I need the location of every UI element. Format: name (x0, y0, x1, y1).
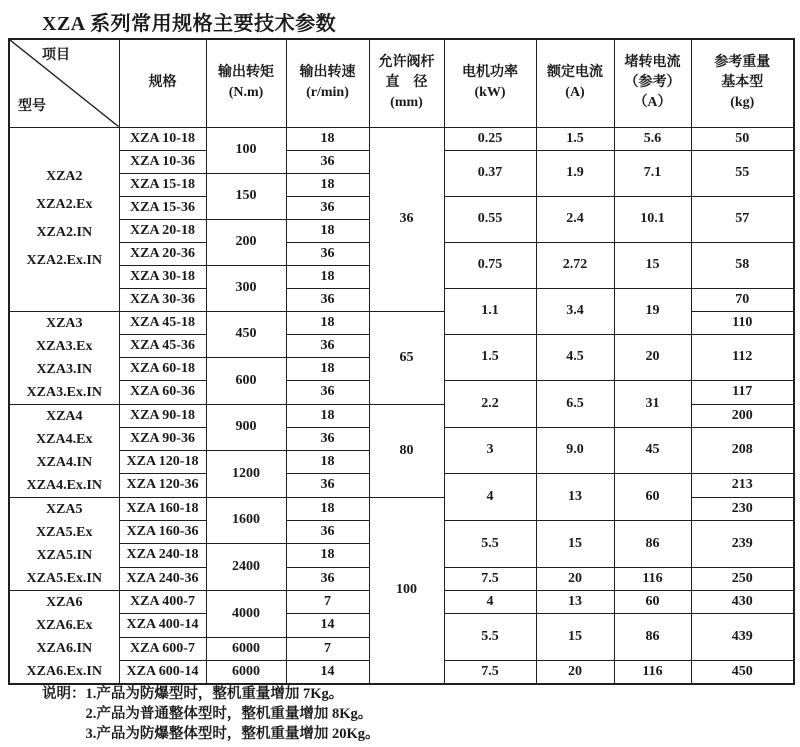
table-row (9, 127, 794, 150)
cell-power: 0.55 (444, 196, 536, 242)
cell-stall: 7.1 (614, 150, 691, 196)
cell-power: 0.75 (444, 242, 536, 288)
cell-power: 4 (444, 590, 536, 613)
cell-power: 2.2 (444, 381, 536, 427)
cell-weight: 230 (691, 497, 794, 520)
cell-speed: 18 (286, 544, 369, 568)
cell-stall: 31 (614, 381, 691, 427)
cell-model: XZA4 XZA4.Ex XZA4.IN XZA4.Ex.IN (9, 404, 119, 497)
spec-table (8, 38, 795, 685)
cell-speed: 36 (286, 288, 369, 311)
notes-items (86, 684, 380, 744)
cell-stall: 116 (614, 661, 691, 684)
col-header-current: 额定电流 (A) (536, 39, 614, 127)
cell-model: XZA5 XZA5.Ex XZA5.IN XZA5.Ex.IN (9, 497, 119, 590)
cell-stall: 45 (614, 427, 691, 474)
cell-spec: XZA 240-36 (119, 567, 206, 590)
cell-model: XZA3 XZA3.Ex XZA3.IN XZA3.Ex.IN (9, 311, 119, 404)
cell-torque: 2400 (206, 544, 286, 591)
cell-weight: 200 (691, 404, 794, 427)
cell-torque: 100 (206, 127, 286, 173)
cell-speed: 14 (286, 661, 369, 684)
cell-spec: XZA 10-36 (119, 150, 206, 173)
cell-spec: XZA 120-18 (119, 450, 206, 473)
cell-diameter: 100 (369, 497, 444, 684)
cell-speed: 18 (286, 357, 369, 380)
cell-stall: 86 (614, 520, 691, 567)
cell-power: 0.25 (444, 127, 536, 150)
cell-torque: 600 (206, 357, 286, 404)
cell-torque: 1200 (206, 450, 286, 497)
col-header-weight: 参考重量 基本型 (kg) (691, 39, 794, 127)
cell-speed: 36 (286, 242, 369, 265)
cell-spec: XZA 400-7 (119, 590, 206, 613)
cell-torque: 4000 (206, 590, 286, 638)
cell-spec: XZA 15-36 (119, 196, 206, 219)
cell-current: 2.72 (536, 242, 614, 288)
cell-model: XZA6 XZA6.Ex XZA6.IN XZA6.Ex.IN (9, 590, 119, 684)
cell-weight: 430 (691, 590, 794, 613)
cell-spec: XZA 240-18 (119, 544, 206, 568)
cell-current: 2.4 (536, 196, 614, 242)
cell-speed: 36 (286, 427, 369, 450)
col-header-power: 电机功率 (kW) (444, 39, 536, 127)
cell-current: 20 (536, 567, 614, 590)
col-header-speed: 输出转速 (r/min) (286, 39, 369, 127)
cell-speed: 36 (286, 474, 369, 497)
cell-speed: 7 (286, 638, 369, 661)
cell-speed: 18 (286, 127, 369, 150)
cell-spec: XZA 600-7 (119, 638, 206, 661)
cell-spec: XZA 90-36 (119, 427, 206, 450)
cell-speed: 18 (286, 173, 369, 196)
cell-power: 3 (444, 427, 536, 474)
cell-weight: 239 (691, 520, 794, 567)
cell-current: 4.5 (536, 334, 614, 381)
cell-spec: XZA 45-36 (119, 334, 206, 357)
cell-spec: XZA 30-36 (119, 288, 206, 311)
cell-torque: 450 (206, 311, 286, 357)
cell-current: 15 (536, 613, 614, 661)
cell-weight: 70 (691, 288, 794, 311)
cell-power: 5.5 (444, 520, 536, 567)
cell-speed: 36 (286, 334, 369, 357)
cell-spec: XZA 90-18 (119, 404, 206, 427)
cell-power: 7.5 (444, 567, 536, 590)
col-header-diameter: 允许阀杆 直 径 (mm) (369, 39, 444, 127)
cell-weight: 110 (691, 311, 794, 334)
cell-model: XZA2 XZA2.Ex XZA2.IN XZA2.Ex.IN (9, 127, 119, 311)
cell-current: 20 (536, 661, 614, 684)
cell-diameter: 36 (369, 127, 444, 311)
cell-speed: 18 (286, 404, 369, 427)
cell-current: 1.9 (536, 150, 614, 196)
cell-power: 7.5 (444, 661, 536, 684)
cell-spec: XZA 10-18 (119, 127, 206, 150)
cell-torque: 1600 (206, 497, 286, 544)
col-header-stall: 堵转电流 （参考） （A） (614, 39, 691, 127)
cell-weight: 213 (691, 474, 794, 497)
cell-spec: XZA 160-18 (119, 497, 206, 520)
cell-speed: 18 (286, 219, 369, 242)
cell-speed: 36 (286, 196, 369, 219)
header-row (9, 39, 794, 127)
cell-speed: 7 (286, 590, 369, 613)
cell-speed: 36 (286, 567, 369, 590)
cell-weight: 450 (691, 661, 794, 684)
cell-torque: 6000 (206, 638, 286, 661)
cell-diameter: 65 (369, 311, 444, 404)
cell-speed: 18 (286, 450, 369, 473)
cell-torque: 300 (206, 265, 286, 311)
corner-label-model: 型号 (18, 99, 46, 115)
cell-torque: 6000 (206, 661, 286, 684)
cell-torque: 200 (206, 219, 286, 265)
page-title: XZA 系列常用规格主要技术参数 (42, 13, 337, 35)
cell-weight: 58 (691, 242, 794, 288)
cell-stall: 86 (614, 613, 691, 661)
cell-speed: 36 (286, 520, 369, 544)
cell-power: 4 (444, 474, 536, 520)
cell-speed: 18 (286, 497, 369, 520)
cell-speed: 18 (286, 265, 369, 288)
cell-spec: XZA 20-18 (119, 219, 206, 242)
cell-stall: 10.1 (614, 196, 691, 242)
cell-stall: 60 (614, 590, 691, 613)
cell-spec: XZA 30-18 (119, 265, 206, 288)
cell-stall: 19 (614, 288, 691, 334)
cell-stall: 5.6 (614, 127, 691, 150)
cell-spec: XZA 15-18 (119, 173, 206, 196)
cell-power: 0.37 (444, 150, 536, 196)
note-line: 1.产品为防爆型时，整机重量增加 7Kg。 (85, 686, 344, 702)
cell-weight: 439 (691, 613, 794, 661)
cell-spec: XZA 160-36 (119, 520, 206, 544)
cell-current: 13 (536, 474, 614, 520)
cell-stall: 60 (614, 474, 691, 520)
cell-current: 9.0 (536, 427, 614, 474)
cell-current: 1.5 (536, 127, 614, 150)
cell-current: 6.5 (536, 381, 614, 427)
notes-label: 说明： (42, 686, 86, 702)
cell-stall: 116 (614, 567, 691, 590)
cell-power: 1.1 (444, 288, 536, 334)
notes-block (42, 684, 380, 744)
cell-weight: 50 (691, 127, 794, 150)
cell-weight: 57 (691, 196, 794, 242)
cell-spec: XZA 600-14 (119, 661, 206, 684)
cell-weight: 117 (691, 381, 794, 404)
cell-power: 1.5 (444, 334, 536, 381)
cell-current: 13 (536, 590, 614, 613)
cell-spec: XZA 400-14 (119, 613, 206, 638)
cell-speed: 14 (286, 613, 369, 638)
cell-torque: 900 (206, 404, 286, 450)
cell-stall: 20 (614, 334, 691, 381)
corner-header (9, 39, 119, 127)
cell-spec: XZA 45-18 (119, 311, 206, 334)
cell-weight: 250 (691, 567, 794, 590)
cell-spec: XZA 60-18 (119, 357, 206, 380)
cell-torque: 150 (206, 173, 286, 219)
cell-spec: XZA 20-36 (119, 242, 206, 265)
note-line: 2.产品为普通整体型时，整机重量增加 8Kg。 (85, 706, 373, 722)
col-header-torque: 输出转矩 (N.m) (206, 39, 286, 127)
cell-spec: XZA 120-36 (119, 474, 206, 497)
cell-stall: 15 (614, 242, 691, 288)
cell-current: 15 (536, 520, 614, 567)
cell-current: 3.4 (536, 288, 614, 334)
cell-spec: XZA 60-36 (119, 381, 206, 404)
cell-speed: 36 (286, 150, 369, 173)
note-line: 3.产品为防爆整体型时，整机重量增加 20Kg。 (85, 726, 380, 742)
cell-power: 5.5 (444, 613, 536, 661)
cell-speed: 18 (286, 311, 369, 334)
corner-label-item: 项目 (42, 48, 70, 63)
cell-weight: 55 (691, 150, 794, 196)
col-header-spec: 规格 (119, 39, 206, 127)
cell-speed: 36 (286, 381, 369, 404)
cell-diameter: 80 (369, 404, 444, 497)
cell-weight: 112 (691, 334, 794, 381)
cell-weight: 208 (691, 427, 794, 474)
